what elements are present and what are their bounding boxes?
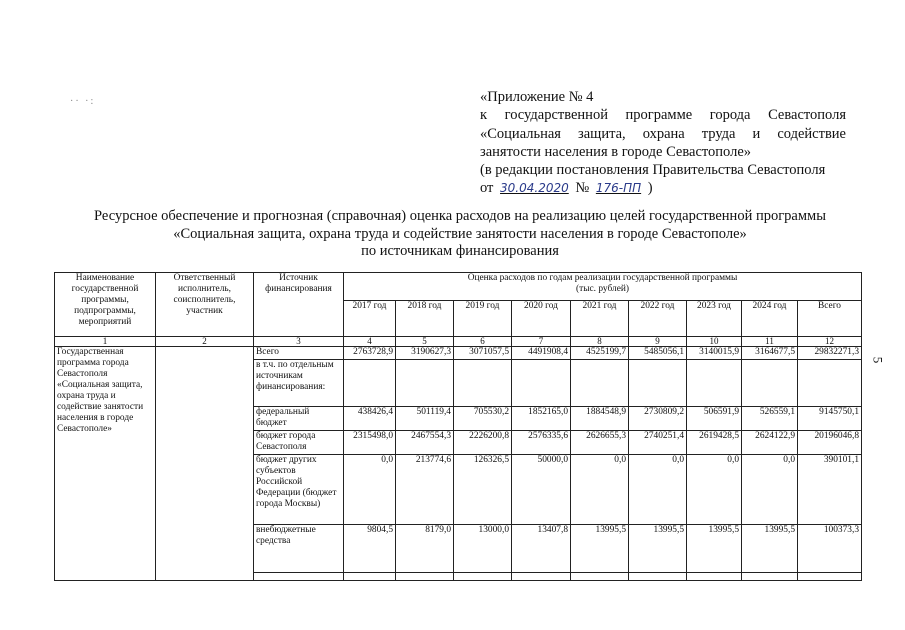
source-cell: Всего [254,347,344,360]
header-year: 2021 год [571,301,629,337]
value-cell: 2315498,0 [344,431,396,455]
column-number: 10 [687,337,742,347]
value-cell: 0,0 [571,455,629,525]
value-cell [798,573,862,581]
close-paren: ) [647,180,653,197]
value-cell: 9145750,1 [798,407,862,431]
header-year: 2018 год [396,301,454,337]
value-cell: 3164677,5 [742,347,798,360]
source-cell: внебюджетные средства [254,525,344,573]
header-year: 2024 год [742,301,798,337]
source-cell [254,573,344,581]
value-cell: 13995,5 [571,525,629,573]
from-label: от [480,180,494,197]
page-number: 5 [870,356,886,364]
resources-table [54,272,862,581]
header-name: Наименование государственной программы, подпрограммы, мероприятий [55,273,156,337]
column-number: 2 [156,337,254,347]
value-cell: 2467554,3 [396,431,454,455]
value-cell: 2226200,8 [454,431,512,455]
value-cell: 390101,1 [798,455,862,525]
value-cell: 13000,0 [454,525,512,573]
column-number: 6 [454,337,512,347]
value-cell [798,360,862,407]
executor-cell [156,347,254,581]
value-cell: 501119,4 [396,407,454,431]
header-year: 2019 год [454,301,512,337]
number-label: № [575,180,590,197]
value-cell: 705530,2 [454,407,512,431]
value-cell: 9804,5 [344,525,396,573]
scan-speck: ·· ·: [70,96,96,107]
value-cell: 526559,1 [742,407,798,431]
title-line-2: «Социальная защита, охрана труда и содействие занятости населения в городе Севастополе» [173,225,747,242]
value-cell: 8179,0 [396,525,454,573]
value-cell: 2730809,2 [629,407,687,431]
value-cell: 3190627,3 [396,347,454,360]
value-cell: 13995,5 [687,525,742,573]
appendix-line-2: к государственной программе города Севастополя [480,107,846,124]
value-cell: 100373,3 [798,525,862,573]
value-cell: 506591,9 [687,407,742,431]
appendix-line-6 [480,179,846,197]
value-cell: 1852165,0 [512,407,571,431]
value-cell: 2626655,3 [571,431,629,455]
header-executor: Ответственный исполнитель, соисполнитель, участник [156,273,254,337]
handwritten-number: 176-ПП [595,181,642,196]
column-number: 4 [344,337,396,347]
column-number: 12 [798,337,862,347]
value-cell: 2576335,6 [512,431,571,455]
value-cell [454,360,512,407]
header-units: (тыс. рублей) [575,284,629,294]
value-cell: 29832271,3 [798,347,862,360]
value-cell: 1884548,9 [571,407,629,431]
value-cell: 438426,4 [344,407,396,431]
value-cell: 2624122,9 [742,431,798,455]
title-line-1: Ресурсное обеспечение и прогнозная (справочная) оценка расходов на реализацию целей государственной программы [94,208,826,224]
value-cell: 13407,8 [512,525,571,573]
value-cell: 3071057,5 [454,347,512,360]
column-number: 5 [396,337,454,347]
source-cell: в т.ч. по отдельным источникам финансирования: [254,360,344,407]
value-cell [512,360,571,407]
value-cell: 2619428,5 [687,431,742,455]
header-year: 2023 год [687,301,742,337]
appendix-block [480,88,846,198]
header-year: 2020 год [512,301,571,337]
value-cell: 2763728,9 [344,347,396,360]
column-number: 8 [571,337,629,347]
value-cell [396,360,454,407]
header-year: 2022 год [629,301,687,337]
source-cell: бюджет других субъектов Российской Федерации (бюджет города Москвы) [254,455,344,525]
value-cell: 13995,5 [742,525,798,573]
value-cell [571,573,629,581]
value-cell [344,573,396,581]
value-cell: 0,0 [629,455,687,525]
value-cell: 4491908,4 [512,347,571,360]
value-cell [571,360,629,407]
column-number: 7 [512,337,571,347]
value-cell [742,573,798,581]
value-cell: 213774,6 [396,455,454,525]
appendix-line-5: (в редакции постановления Правительства Севастополя [480,162,826,179]
value-cell [742,360,798,407]
appendix-line-3: «Социальная защита, охрана труда и содействие [480,125,846,142]
column-number-row [55,337,862,347]
value-cell: 13995,5 [629,525,687,573]
value-cell [687,573,742,581]
value-cell: 50000,0 [512,455,571,525]
document-title [40,208,880,261]
handwritten-date: 30.04.2020 [500,181,569,196]
value-cell [629,360,687,407]
appendix-line-4: занятости населения в городе Севастополе» [480,143,752,160]
value-cell [396,573,454,581]
appendix-line-1: «Приложение № 4 [480,89,594,105]
value-cell: 5485056,1 [629,347,687,360]
value-cell [687,360,742,407]
value-cell: 0,0 [742,455,798,525]
header-row-1 [55,273,862,301]
header-estimate [344,273,862,301]
column-number: 1 [55,337,156,347]
header-estimate-text: Оценка расходов по годам реализации государственной программы [467,273,738,283]
table-row-total [55,347,862,360]
header-year: 2017 год [344,301,396,337]
value-cell: 4525199,7 [571,347,629,360]
source-cell: бюджет города Севастополя [254,431,344,455]
column-number: 9 [629,337,687,347]
column-number: 11 [742,337,798,347]
value-cell: 2740251,4 [629,431,687,455]
value-cell [454,573,512,581]
column-number: 3 [254,337,344,347]
value-cell: 20196046,8 [798,431,862,455]
value-cell: 3140015,9 [687,347,742,360]
value-cell [512,573,571,581]
value-cell: 0,0 [344,455,396,525]
program-name-cell: Государственная программа города Севастополя «Социальная защита, охрана труда и содействие занятости населения в городе Севастополе» [55,347,156,581]
header-total: Всего [798,301,862,337]
source-cell: федеральный бюджет [254,407,344,431]
value-cell [629,573,687,581]
value-cell: 126326,5 [454,455,512,525]
header-source: Источник финансирования [254,273,344,337]
value-cell [344,360,396,407]
value-cell: 0,0 [687,455,742,525]
title-line-3: по источникам финансирования [361,243,559,259]
